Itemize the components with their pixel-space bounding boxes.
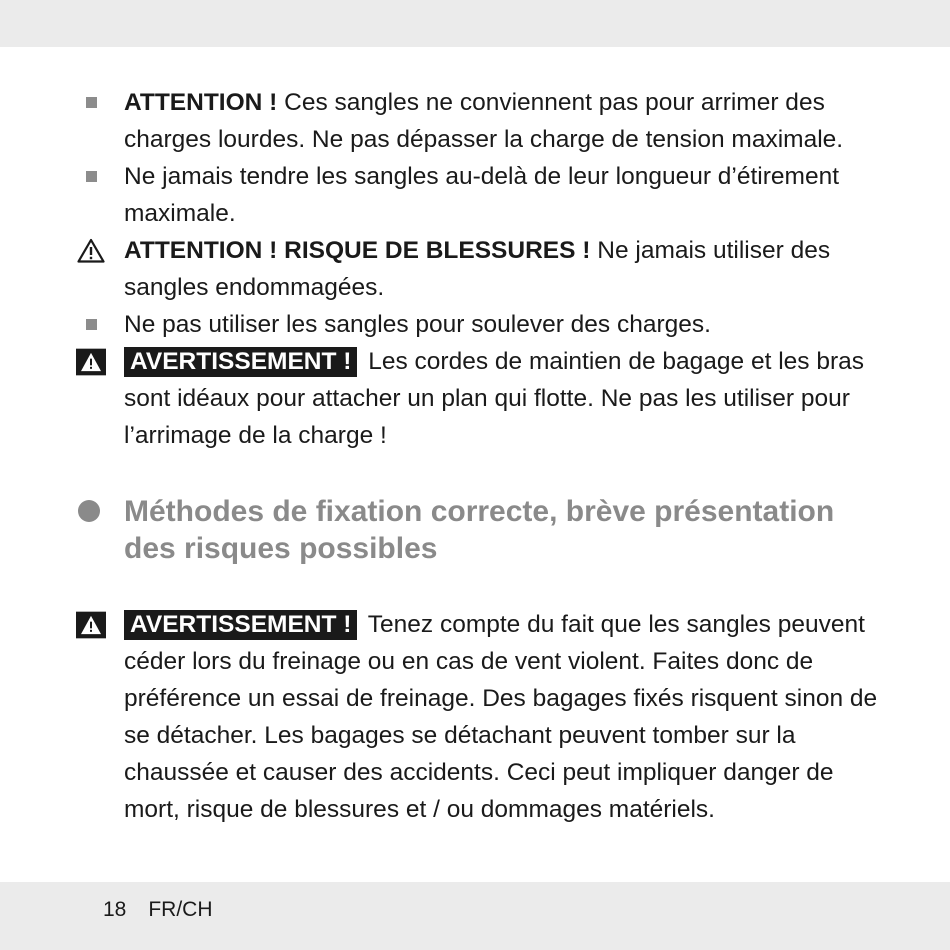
page-footer	[103, 898, 235, 922]
warning-outline-icon	[76, 232, 106, 269]
attention-label: ATTENTION !	[124, 89, 278, 116]
list-item-injury-risk	[0, 232, 950, 306]
circle-bullet-icon	[78, 500, 100, 522]
square-bullet-icon	[76, 84, 106, 121]
section-heading	[0, 493, 950, 567]
item-text: Ne jamais tendre les sangles au-delà de leur longueur d’étirement maximale.	[124, 163, 839, 227]
warning-paragraph	[0, 606, 950, 828]
item-text: Ne pas utiliser les sangles pour soulever des charges.	[124, 311, 711, 338]
section-heading-text: Méthodes de fixation correcte, brève présentation des risques possibles	[124, 495, 835, 565]
item-text: Les cordes de maintien de bagage et les bras sont idéaux pour attacher un plan qui flotte. Ne pas les utiliser pour l’arrimage de la charge !	[124, 348, 864, 449]
square-bullet-icon	[76, 306, 106, 343]
top-margin-band	[0, 0, 950, 47]
item-text: Ne jamais utiliser des sangles endommagées.	[124, 237, 831, 301]
square-bullet-icon	[76, 158, 106, 195]
list-item-lifting	[0, 306, 950, 343]
item-text: Ces sangles ne conviennent pas pour arrimer des charges lourdes. Ne pas dépasser la charge de tension maximale.	[124, 89, 844, 153]
list-item-warning-cords	[0, 343, 950, 454]
locale-label: FR/CH	[148, 898, 213, 921]
avertissement-badge: AVERTISSEMENT !	[124, 347, 357, 377]
list-item-stretch	[0, 158, 950, 232]
page-number: 18	[103, 898, 127, 921]
warning-filled-icon	[76, 606, 106, 643]
warning-filled-icon	[76, 343, 106, 380]
warning-text: Tenez compte du fait que les sangles peuvent céder lors du freinage ou en cas de vent violent. Faites donc de préférence un essai de freinage. Des bagages fixés risquent sinon de se détacher. Les bagages se détachant peuvent tomber sur la chaussée et causer des accidents. Ceci peut impliquer danger de mort, risque de blessures et / ou dommages matériels.	[124, 611, 878, 823]
avertissement-badge: AVERTISSEMENT !	[124, 610, 357, 640]
injury-risk-label: ATTENTION ! RISQUE DE BLESSURES !	[124, 237, 591, 264]
list-item-attention	[0, 84, 950, 158]
spacer	[0, 567, 950, 606]
page-content	[0, 84, 950, 828]
